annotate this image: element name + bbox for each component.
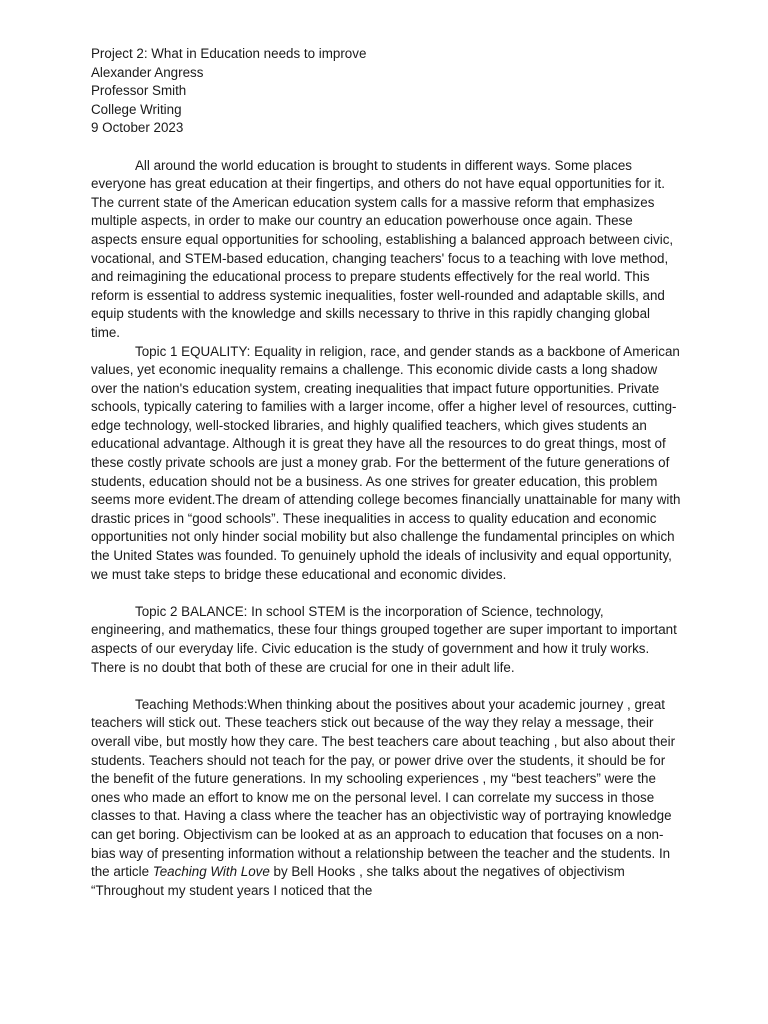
- mla-heading: [91, 45, 681, 138]
- teaching-text-after: by Bell Hooks , she talks about the negatives of objectivism “Throughout my student years I noticed that the: [91, 864, 625, 898]
- intro-paragraph: All around the world education is brought to students in different ways. Some places everyone has great education at their fingertips, and others do not have equal opportunities for it. The current state of the American education system calls for a massive reform that emphasizes multiple aspects, in order to make our country an education powerhouse once again. These aspects ensure equal opportunities for schooling, establishing a balanced approach between civic, vocational, and STEM-based education, changing teachers' focus to a teaching with love method, and reimagining the educational process to prepare students effectively for the real world. This reform is essential to address systemic inequalities, foster well-rounded and adaptable skills, and equip students with the knowledge and skills necessary to thrive in this rapidly changing global time.: [91, 157, 674, 340]
- teaching-text-before: Teaching Methods:When thinking about the positives about your academic journey , great teachers will stick out. These teachers stick out because of the way they relay a message, their overall vibe, but mostly how they care. The best teachers care about teaching , but also about their students. Teachers should not teach for the pay, or power drive over the students, it should be for the benefit of the future generations. In my schooling experiences , my “best teachers” were the ones who made an effort to know me on the personal level. I can correlate my success in those classes to that. Having a class where the teacher has an objectivistic way of portraying knowledge can get boring. Objectivism can be looked at as an approach to education that focuses on a non-bias way of presenting information without a relationship between the teacher and the students. In the article: [91, 696, 676, 880]
- course-name: College Writing: [91, 101, 182, 117]
- professor-name: Professor Smith: [91, 83, 187, 99]
- author-name: Alexander Angress: [91, 64, 204, 80]
- document-date: 9 October 2023: [91, 120, 184, 136]
- paragraph-spacer: [91, 677, 681, 696]
- balance-paragraph: Topic 2 BALANCE: In school STEM is the incorporation of Science, technology, engineering, and mathematics, these four things grouped together are super important to important aspects of our everyday life. Civic education is the study of government and how it truly works. There is no doubt that both of these are crucial for one in their adult life.: [91, 603, 677, 675]
- paragraph-spacer: [91, 584, 681, 603]
- equality-paragraph: Topic 1 EQUALITY: Equality in religion, race, and gender stands as a backbone of American values, yet economic inequality remains a challenge. This economic divide casts a long shadow over the nation's education system, creating inequalities that impact future opportunities. Private schools, typically catering to families with a larger income, offer a higher level of resources, cutting-edge technology, well-stocked libraries, and highly qualified teachers, which gives students an educational advantage. Although it is great they have all the resources to do great things, most of these costly private schools are just a money grab. For the betterment of the future generations of students, education should not be a business. As one strives for greater education, this problem seems more evident.The dream of attending college becomes financially unattainable for many with drastic prices in “good schools”. These inequalities in access to quality education and economic opportunities not only hinder social mobility but also challenge the fundamental principles on which the United States was founded. To genuinely uphold the ideals of inclusivity and equal opportunity, we must take steps to bridge these educational and economic divides.: [91, 343, 681, 582]
- article-title: Teaching With Love: [152, 864, 270, 880]
- teaching-methods-paragraph: [91, 696, 681, 901]
- document-body: [91, 45, 681, 900]
- project-title: Project 2: What in Education needs to improve: [91, 46, 367, 61]
